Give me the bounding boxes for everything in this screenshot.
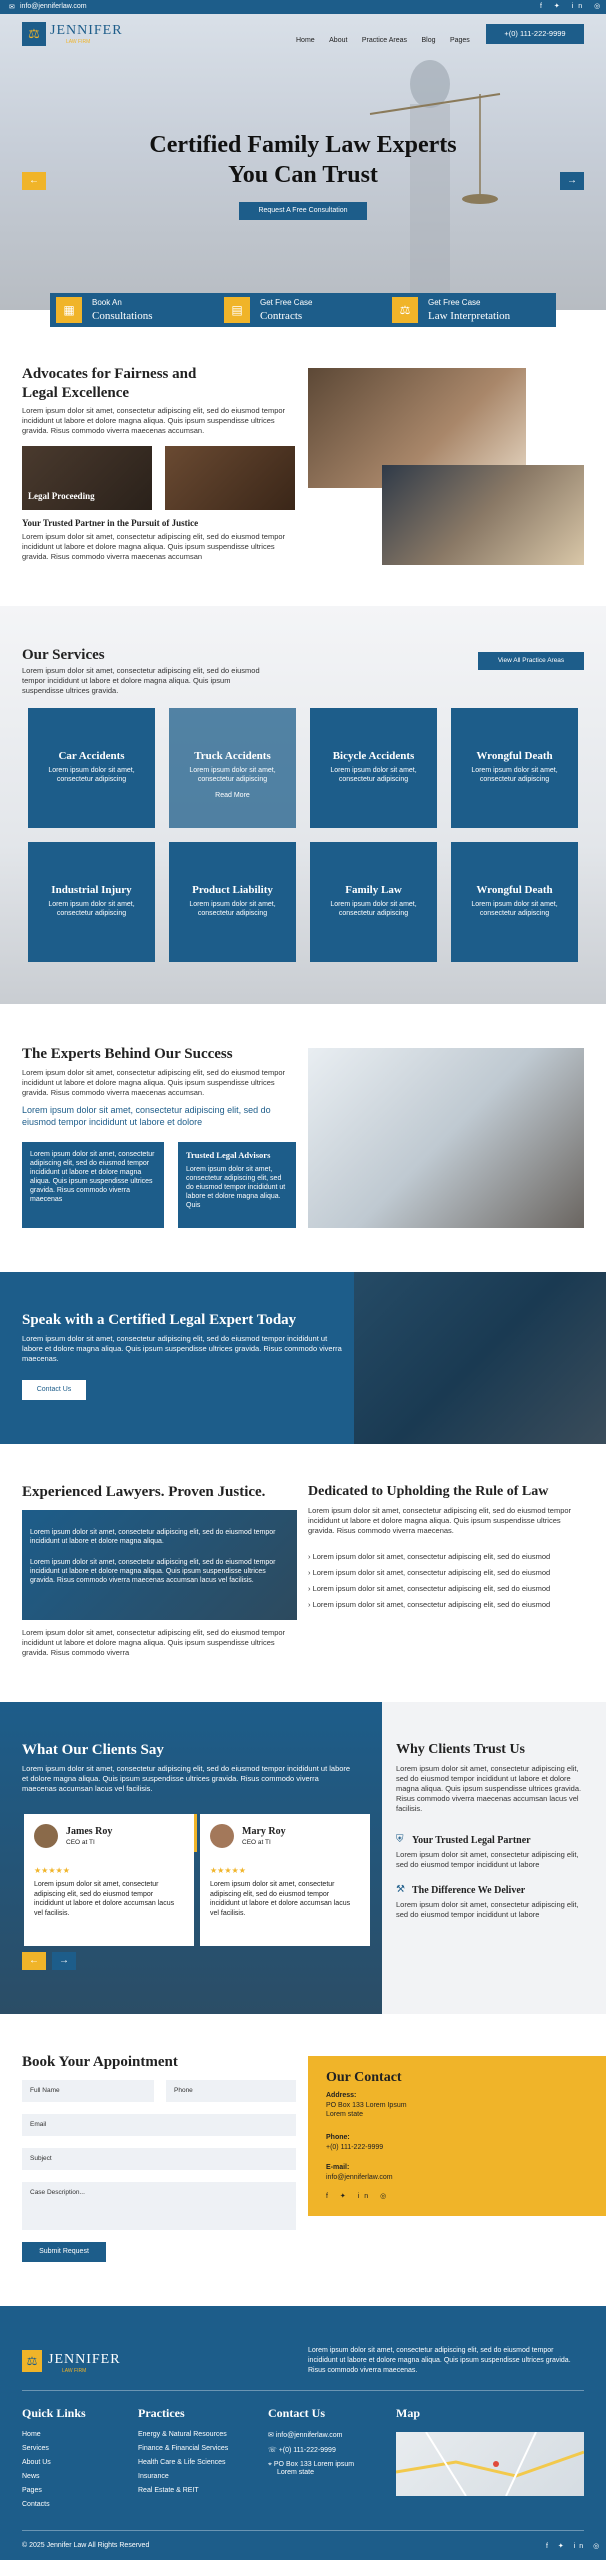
footer-logo-text[interactable]: JENNIFER: [48, 2352, 121, 2367]
feature-interpretation[interactable]: [386, 293, 556, 327]
quick-link[interactable]: About Us: [22, 2459, 51, 2466]
advocates-title-line1: Advocates for Fairness and: [22, 366, 197, 382]
experts-box-2-title: Trusted Legal Advisors: [186, 1150, 271, 1160]
testimonial-card-2: [200, 1814, 370, 1946]
contact-us-button[interactable]: Contact Us: [22, 1380, 86, 1400]
social-icons[interactable]: f ✦ in ◎: [540, 3, 606, 10]
next-testimonial-button[interactable]: →: [52, 1952, 76, 1970]
next-slide-button[interactable]: →: [560, 172, 584, 190]
why-point-1-title: Your Trusted Legal Partner: [412, 1835, 531, 1846]
hero-section: [0, 14, 606, 310]
footer-logo-subtext: LAW FIRM: [62, 2368, 87, 2374]
service-card-car[interactable]: [28, 708, 155, 828]
gavel-image: [354, 1272, 606, 1444]
contact-panel: [308, 2056, 606, 2216]
client-role: CEO at TI: [66, 1839, 95, 1846]
quick-link[interactable]: Home: [22, 2431, 41, 2438]
nav-practice-areas[interactable]: Practice Areas: [361, 37, 408, 44]
feature-contracts[interactable]: [218, 293, 386, 327]
services-title: Our Services: [22, 647, 105, 663]
testimonials-body: Lorem ipsum dolor sit amet, consectetur adipiscing elit, sed do eiusmod tempor incididunt ut labore et dolore magna aliqua. Quis ipsum suspendisse ultrices gravida. Risus commodo viverra maecenas accumsan lacus vel facilisis.: [22, 1764, 351, 1793]
nav-pages[interactable]: Pages: [449, 37, 470, 44]
hero-title-line1: Certified Family Law Experts: [149, 132, 457, 158]
advocates-sub-body: Lorem ipsum dolor sit amet, consectetur adipiscing elit, sed do eiusmod tempor incididunt ut labore et dolore magna aliqua. Quis ipsum suspendisse ultrices gravida. Risus commodo viverra maecenas accumsan: [22, 532, 286, 561]
practice-link[interactable]: Health Care & Life Sciences: [138, 2459, 226, 2466]
rule-body: Lorem ipsum dolor sit amet, consectetur adipiscing elit, sed do eiusmod tempor incididunt ut labore et dolore magna aliqua. Quis ipsum suspendisse ultrices gravida. Risus commodo viverra maecenas.: [308, 1506, 572, 1535]
chevron-right-icon: ›: [308, 1568, 311, 1577]
phone-button[interactable]: +(0) 111-222-9999: [486, 24, 584, 44]
footer-intro: Lorem ipsum dolor sit amet, consectetur adipiscing elit, sed do eiusmod tempor incididunt ut labore et dolore magna aliqua. Quis ipsum suspendisse ultrices gravida. Risus commodo viverra maecenas.: [308, 2347, 571, 2374]
service-title: Product Liability: [192, 884, 273, 896]
client-name: Mary Roy: [242, 1826, 286, 1837]
address-line2: Lorem state: [326, 2111, 363, 2118]
email-input[interactable]: Email: [22, 2114, 296, 2136]
feature-consultations[interactable]: [50, 293, 218, 327]
email-label: E-mail:: [326, 2164, 350, 2171]
hero-title-line2: You Can Trust: [228, 162, 378, 188]
service-title: Truck Accidents: [194, 750, 271, 762]
lawyers-meeting-image: [382, 465, 584, 565]
service-card-family[interactable]: [310, 842, 437, 962]
full-name-input[interactable]: Full Name: [22, 2080, 154, 2102]
speak-body: Lorem ipsum dolor sit amet, consectetur adipiscing elit, sed do eiusmod tempor incididunt ut labore et dolore magna aliqua. Quis ipsum suspendisse ultrices gravida. Risus commodo viverra maecenas.: [22, 1334, 342, 1363]
avatar: [210, 1824, 234, 1848]
top-bar: [0, 0, 606, 14]
service-desc: Lorem ipsum dolor sit amet, consectetur adipiscing: [330, 901, 417, 917]
feature-bottom: Contracts: [260, 310, 303, 322]
submit-request-button[interactable]: Submit Request: [22, 2242, 106, 2262]
check-text: Lorem ipsum dolor sit amet, consectetur adipiscing elit, sed do eiusmod: [312, 1600, 551, 1609]
avatar: [34, 1824, 58, 1848]
chevron-right-icon: ›: [308, 1600, 311, 1609]
logo-text[interactable]: JENNIFER: [50, 23, 123, 38]
prev-testimonial-button[interactable]: ←: [22, 1952, 46, 1970]
quick-link[interactable]: Pages: [22, 2487, 42, 2494]
service-desc: Lorem ipsum dolor sit amet, consectetur adipiscing: [471, 901, 558, 917]
advocates-body: Lorem ipsum dolor sit amet, consectetur adipiscing elit, sed do eiusmod tempor incididunt ut labore et dolore magna aliqua. Quis ipsum suspendisse ultrices gravida. Risus commodo viverra maecenas accumsan.: [22, 406, 286, 435]
service-title: Bicycle Accidents: [332, 750, 415, 762]
check-item: [308, 1568, 584, 1578]
check-item: [308, 1584, 584, 1594]
service-desc: Lorem ipsum dolor sit amet, consectetur adipiscing: [48, 901, 135, 917]
service-title: Wrongful Death: [476, 750, 553, 762]
service-desc: Lorem ipsum dolor sit amet, consectetur adipiscing: [48, 767, 135, 783]
why-point-1-body: Lorem ipsum dolor sit amet, consectetur adipiscing elit, sed do eiusmod tempor incididunt ut labore: [396, 1850, 579, 1869]
check-item: [308, 1600, 584, 1610]
feature-bottom: Consultations: [92, 310, 153, 322]
gavel-icon: ⚒: [396, 1884, 405, 1895]
practice-link[interactable]: Real Estate & REIT: [138, 2487, 199, 2494]
why-title: Why Clients Trust Us: [396, 1742, 526, 1757]
check-text: Lorem ipsum dolor sit amet, consectetur adipiscing elit, sed do eiusmod: [312, 1584, 551, 1593]
client-name: James Roy: [66, 1826, 113, 1837]
view-all-practice-button[interactable]: View All Practice Areas: [478, 652, 584, 670]
testimonials-title: What Our Clients Say: [22, 1742, 164, 1758]
feature-bottom: Law Interpretation: [428, 310, 511, 322]
read-more-link[interactable]: Read More: [215, 792, 250, 799]
consultation-button[interactable]: Request A Free Consultation: [239, 202, 367, 220]
prev-slide-button[interactable]: ←: [22, 172, 46, 190]
experienced-title: Experienced Lawyers. Proven Justice.: [22, 1484, 266, 1500]
services-body: Lorem ipsum dolor sit amet, consectetur adipiscing elit, sed do eiusmod tempor incididunt ut labore et dolore magna aliqua. Quis ipsum suspendisse ultrices gravida.: [22, 666, 260, 695]
why-body: Lorem ipsum dolor sit amet, consectetur adipiscing elit, sed do eiusmod tempor incididunt ut labore et dolore magna aliqua. Quis ipsum suspendisse ultrices gravida. Risus commodo viverra maecenas accumsan lacus vel facilisis.: [396, 1764, 582, 1813]
document-icon: ▤: [224, 297, 250, 323]
experts-box-1: [22, 1142, 164, 1228]
practice-link[interactable]: Finance & Financial Services: [138, 2445, 229, 2452]
service-card-industrial[interactable]: [28, 842, 155, 962]
chevron-right-icon: ›: [308, 1552, 311, 1561]
check-text: Lorem ipsum dolor sit amet, consectetur adipiscing elit, sed do eiusmod: [312, 1568, 551, 1577]
practices-title: Practices: [138, 2406, 185, 2420]
contact-phone[interactable]: +(0) 111-222-9999: [326, 2144, 384, 2151]
client-role: CEO at TI: [242, 1839, 271, 1846]
service-title: Industrial Injury: [51, 884, 132, 896]
calendar-icon: ▦: [56, 297, 82, 323]
why-point-2-title: The Difference We Deliver: [412, 1885, 526, 1896]
logo-icon[interactable]: ⚖: [22, 22, 46, 46]
subject-input[interactable]: Subject: [22, 2148, 296, 2170]
chevron-right-icon: ›: [308, 1584, 311, 1593]
advocates-title-line2: Legal Excellence: [22, 385, 130, 401]
mail-icon: ✉: [9, 4, 15, 11]
mail-icon: ✉: [268, 2432, 276, 2439]
phone-icon: ☏: [268, 2447, 279, 2454]
experts-box-2: [178, 1142, 296, 1228]
courtroom-image: [165, 446, 295, 510]
service-desc: Lorem ipsum dolor sit amet, consectetur adipiscing: [189, 901, 276, 917]
phone-input[interactable]: Phone: [166, 2080, 296, 2102]
footer-map: [396, 2406, 420, 2431]
service-desc: Lorem ipsum dolor sit amet, consectetur adipiscing: [189, 767, 276, 783]
experienced-image-panel: [22, 1510, 297, 1620]
rating-stars: ★★★★★: [34, 1866, 70, 1875]
service-title: Wrongful Death: [476, 884, 553, 896]
map-title: Map: [396, 2406, 420, 2420]
feature-top: Get Free Case: [260, 298, 313, 307]
scales-icon: ⚖: [392, 297, 418, 323]
footer-divider: [22, 2390, 584, 2391]
map-graphic: [396, 2432, 584, 2496]
nav-about[interactable]: About: [329, 37, 348, 44]
why-point-2-body: Lorem ipsum dolor sit amet, consectetur adipiscing elit, sed do eiusmod tempor incididunt ut labore: [396, 1900, 579, 1919]
contact-title: Our Contact: [326, 2070, 402, 2085]
feature-top: Get Free Case: [428, 298, 481, 307]
legal-proceeding-label: Legal Proceeding: [28, 491, 95, 501]
quick-links-title: Quick Links: [22, 2406, 86, 2420]
service-title: Car Accidents: [58, 750, 125, 762]
service-card-wrongful-death[interactable]: [451, 708, 578, 828]
booking-title: Book Your Appointment: [22, 2054, 178, 2070]
practices-links: [138, 2406, 228, 2501]
address-label: Address:: [326, 2092, 357, 2099]
copyright: © 2025 Jennifer Law All Rights Reserved: [22, 2542, 150, 2549]
shield-icon: ⛨: [396, 1834, 404, 1845]
experts-title: The Experts Behind Our Success: [22, 1046, 233, 1062]
footer-bottom-divider: [22, 2530, 584, 2531]
footer-social-icons[interactable]: f ✦ in ◎: [546, 2543, 604, 2550]
check-item: [308, 1552, 584, 1562]
contact-email[interactable]: info@jenniferlaw.com: [326, 2174, 393, 2181]
service-card-wrongful-death-2[interactable]: [451, 842, 578, 962]
topbar-email[interactable]: info@jenniferlaw.com: [20, 3, 87, 10]
service-title: Family Law: [345, 884, 402, 896]
quick-links: [22, 2406, 86, 2515]
experts-body: Lorem ipsum dolor sit amet, consectetur adipiscing elit, sed do eiusmod tempor incididunt ut labore et dolore magna aliqua. Quis ipsum suspendisse ultrices gravida. Risus commodo viverra maecenas accumsan.: [22, 1068, 286, 1097]
rule-title: Dedicated to Upholding the Rule of Law: [308, 1484, 549, 1499]
main-nav: [286, 29, 470, 47]
contact-social-icons[interactable]: f ✦ in ◎: [326, 2193, 392, 2200]
experienced-overlay-1: Lorem ipsum dolor sit amet, consectetur adipiscing elit, sed do eiusmod tempor incididunt ut labore et dolore magna aliqua.: [30, 1529, 276, 1545]
nav-blog[interactable]: Blog: [421, 37, 436, 44]
phone-label: Phone:: [326, 2134, 350, 2141]
logo-subtext: LAW FIRM: [66, 39, 91, 45]
quick-link[interactable]: Contacts: [22, 2501, 50, 2508]
footer-address-2: Lorem state: [277, 2469, 314, 2476]
rating-stars: ★★★★★: [210, 1866, 246, 1875]
legal-proceeding-image: [22, 446, 152, 510]
service-card-bicycle[interactable]: [310, 708, 437, 828]
experienced-body: Lorem ipsum dolor sit amet, consectetur adipiscing elit, sed do eiusmod tempor incididunt ut labore et dolore magna aliqua. Quis ipsum suspendisse ultrices gravida. Risus commodo viverra: [22, 1628, 286, 1657]
testimonial-card-1: [24, 1814, 194, 1946]
footer-contact-title: Contact Us: [268, 2406, 325, 2420]
speak-title: Speak with a Certified Legal Expert Today: [22, 1312, 297, 1328]
service-card-product[interactable]: [169, 842, 296, 962]
feature-top: Book An: [92, 298, 122, 307]
footer-contact: [268, 2406, 354, 2483]
experts-box-2-text: Lorem ipsum dolor sit amet, consectetur adipiscing elit, sed do eiusmod tempor incididunt ut labore et dolore magna aliqua. Quis: [186, 1166, 286, 1209]
client-quote: Lorem ipsum dolor sit amet, consectetur adipiscing elit, sed do eiusmod tempor incididunt ut labore et dolore accumsan lacus vel facilisis.: [210, 1881, 351, 1917]
experts-image: [308, 1048, 584, 1228]
quick-link[interactable]: News: [22, 2473, 40, 2480]
location-icon: ⌖: [268, 2461, 274, 2468]
client-quote: Lorem ipsum dolor sit amet, consectetur adipiscing elit, sed do eiusmod tempor incididunt ut labore et dolore accumsan lacus vel facilisis.: [34, 1881, 175, 1917]
nav-home[interactable]: Home: [296, 37, 315, 44]
advocates-subtitle: Your Trusted Partner in the Pursuit of Justice: [22, 518, 199, 528]
address-line1: PO Box 133 Lorem Ipsum: [326, 2102, 407, 2109]
practice-link[interactable]: Insurance: [138, 2473, 169, 2480]
rule-checklist: [308, 1552, 584, 1616]
experts-box-1-text: Lorem ipsum dolor sit amet, consectetur adipiscing elit, sed do eiusmod tempor incididunt ut labore et dolore magna aliqua. Quis ipsum suspendisse ultrices gravida. Risus commodo viverra maecenas: [30, 1151, 155, 1203]
practice-link[interactable]: Energy & Natural Resources: [138, 2431, 227, 2438]
experienced-overlay-2: Lorem ipsum dolor sit amet, consectetur adipiscing elit, sed do eiusmod tempor incididunt ut labore et dolore magna aliqua. Quis ipsum suspendisse ultrices gravida. Risus commodo viverra maecenas accumsan lacus vel facilisis.: [30, 1559, 276, 1584]
case-description-textarea[interactable]: Case Description...: [22, 2182, 296, 2230]
service-desc: Lorem ipsum dolor sit amet, consectetur adipiscing: [330, 767, 417, 783]
experts-highlight: Lorem ipsum dolor sit amet, consectetur adipiscing elit, sed do eiusmod tempor incididunt ut labore et dolore: [22, 1105, 271, 1127]
check-text: Lorem ipsum dolor sit amet, consectetur adipiscing elit, sed do eiusmod: [312, 1552, 551, 1561]
footer-logo-icon: ⚖: [22, 2350, 42, 2372]
footer-email[interactable]: info@jenniferlaw.com: [275, 2432, 343, 2439]
quick-link[interactable]: Services: [22, 2445, 49, 2452]
service-card-truck[interactable]: [169, 708, 296, 828]
service-desc: Lorem ipsum dolor sit amet, consectetur adipiscing: [471, 767, 558, 783]
footer-address-1: PO Box 133 Lorem ipsum: [273, 2461, 355, 2468]
footer-phone[interactable]: +(0) 111-222-9999: [278, 2447, 336, 2454]
map-embed[interactable]: [396, 2432, 584, 2496]
